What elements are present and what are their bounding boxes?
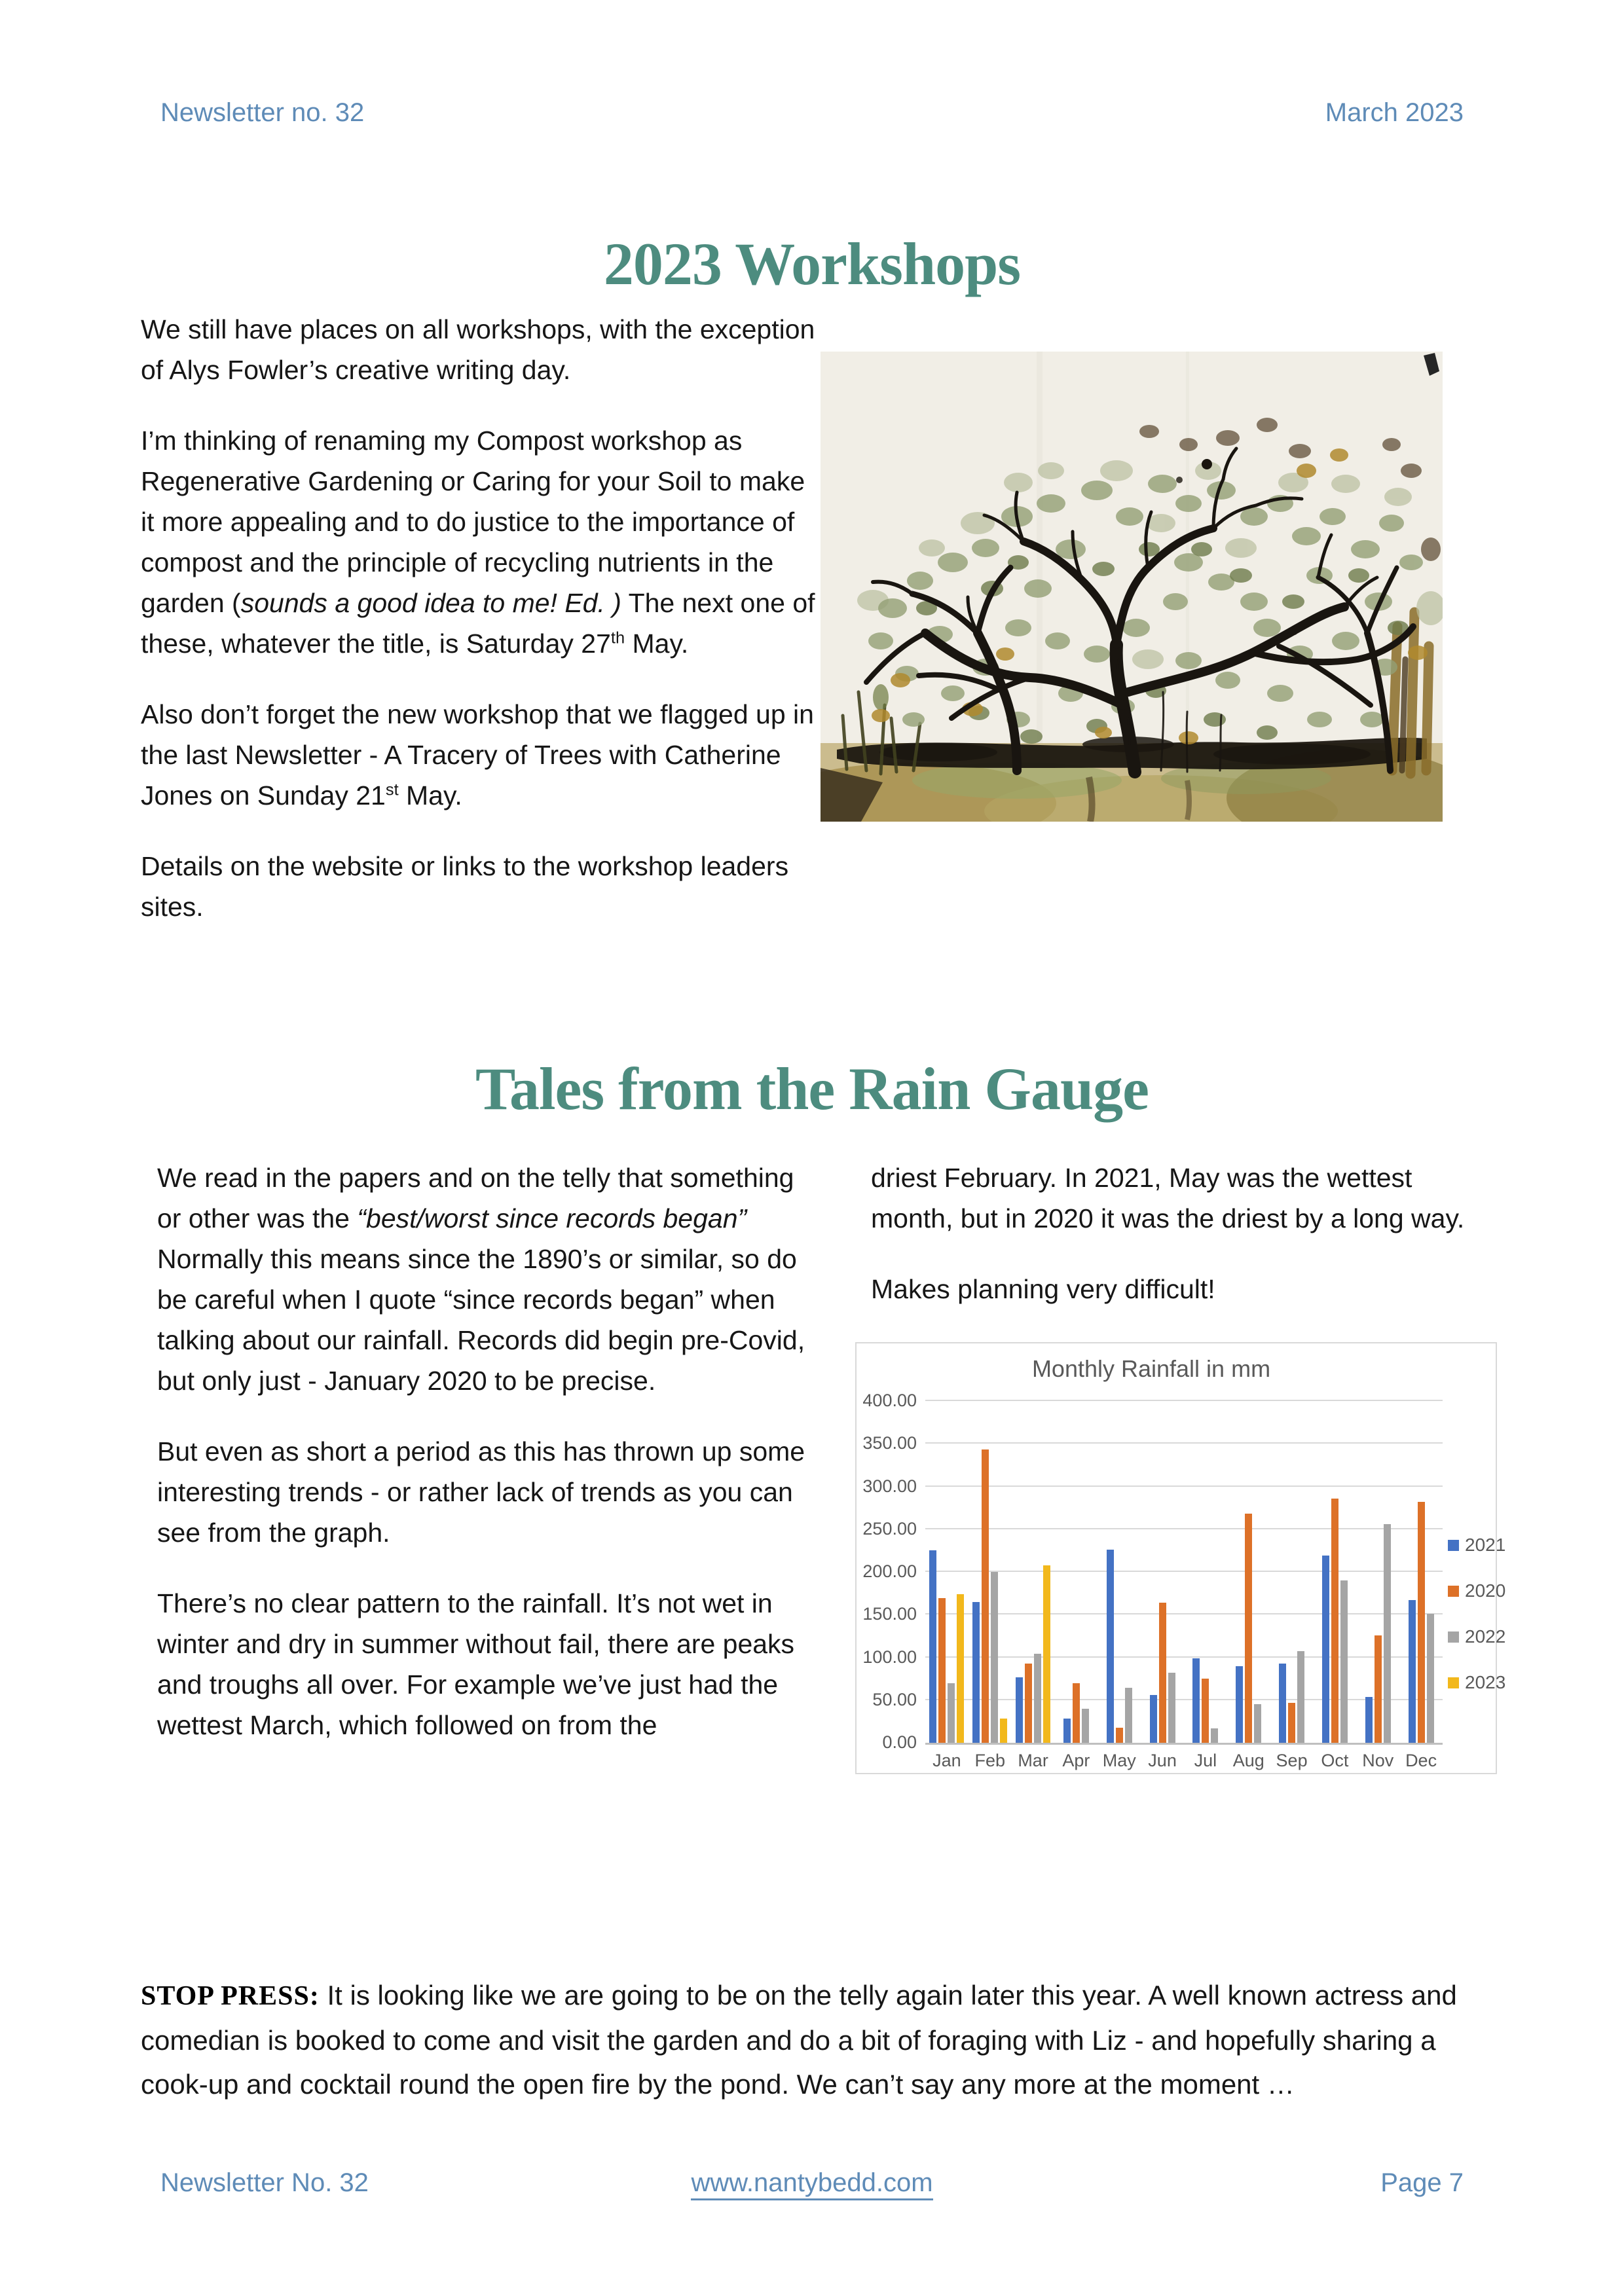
bar-2021-may <box>1107 1550 1114 1743</box>
bar-2022-jan <box>948 1683 955 1743</box>
bar-2020-oct <box>1331 1499 1338 1743</box>
y-tick-label: 200.00 <box>862 1561 917 1581</box>
bar-group-jun <box>1141 1401 1184 1743</box>
rain-paragraph-5: Makes planning very difficult! <box>871 1274 1215 1304</box>
y-tick-label: 50.00 <box>872 1689 917 1709</box>
stop-press-paragraph <box>141 1973 1496 2106</box>
workshops-paragraph-4: Details on the website or links to the workshop leaders sites. <box>141 851 789 922</box>
quote-italic: “best/worst since records began” <box>357 1203 747 1233</box>
header-date: March 2023 <box>1325 98 1464 127</box>
legend-swatch-2020 <box>1448 1586 1459 1597</box>
stop-press-label: STOP PRESS: <box>141 1981 320 2011</box>
rain-left-column <box>157 1157 825 1776</box>
workshops-paragraph-1: We still have places on all workshops, with the exception of Alys Fowler’s creative writing day. <box>141 314 815 385</box>
legend-item-2023 <box>1448 1672 1505 1693</box>
y-tick-label: 250.00 <box>862 1518 917 1539</box>
website-link[interactable]: www.nantybedd.com <box>691 2168 932 2200</box>
legend-item-2021 <box>1448 1535 1505 1556</box>
bar-2021-dec <box>1409 1600 1416 1743</box>
legend-label-2023: 2023 <box>1465 1672 1506 1692</box>
bar-group-apr <box>1055 1401 1098 1743</box>
bar-2023-jan <box>957 1594 964 1743</box>
workshops-paragraph-2 <box>141 420 825 664</box>
bar-2022-may <box>1125 1688 1132 1743</box>
bar-2020-feb <box>982 1449 989 1743</box>
x-tick-label-jun: Jun <box>1148 1751 1177 1770</box>
bar-group-sep <box>1270 1401 1314 1743</box>
bar-group-oct <box>1314 1401 1357 1743</box>
bar-2021-apr <box>1063 1719 1071 1743</box>
bar-2021-jun <box>1150 1695 1157 1743</box>
rain-section-title: Tales from the Rain Gauge <box>475 1055 1149 1122</box>
paragraph-text: The next one of these, whatever the title, is Saturday 27 <box>141 588 815 659</box>
legend-item-2020 <box>1448 1580 1505 1601</box>
bar-group-jan <box>925 1401 969 1743</box>
bar-2022-dec <box>1427 1614 1434 1743</box>
paragraph-text: May. <box>625 629 689 659</box>
bar-2022-jul <box>1211 1728 1218 1743</box>
y-tick-label: 300.00 <box>862 1476 917 1496</box>
tree-watercolour-image <box>821 352 1443 822</box>
bar-2022-mar <box>1034 1654 1041 1743</box>
bar-2020-aug <box>1245 1514 1252 1743</box>
paragraph-text: Also don’t forget the new workshop that we flagged up in the last Newsletter - A Tracery of Trees with Catherine Jones on Sunday 21 <box>141 699 814 811</box>
legend-swatch-2023 <box>1448 1677 1459 1688</box>
y-tick-label: 400.00 <box>862 1391 917 1410</box>
bar-2020-may <box>1116 1728 1123 1743</box>
footer-newsletter-number: Newsletter No. 32 <box>160 2168 369 2197</box>
tree-watercolour-svg <box>821 352 1443 822</box>
footer-page-number: Page 7 <box>1380 2168 1464 2197</box>
bar-2021-feb <box>972 1602 980 1743</box>
y-tick-label: 150.00 <box>862 1604 917 1624</box>
header-newsletter-number: Newsletter no. 32 <box>160 98 365 127</box>
x-tick-label-oct: Oct <box>1321 1751 1349 1770</box>
ordinal-superscript: st <box>385 780 399 799</box>
monthly-rainfall-chart <box>855 1342 1506 1774</box>
x-tick-label-sep: Sep <box>1276 1751 1308 1770</box>
bar-2020-jun <box>1159 1603 1166 1743</box>
chart-legend <box>1448 1535 1505 1718</box>
bar-2020-jan <box>938 1598 946 1743</box>
legend-item-2022 <box>1448 1626 1505 1647</box>
bar-2021-jan <box>929 1550 936 1743</box>
bar-2021-mar <box>1016 1677 1023 1743</box>
bar-2020-sep <box>1288 1703 1295 1743</box>
bar-group-jul <box>1184 1401 1227 1743</box>
bar-2020-apr <box>1073 1683 1080 1743</box>
bar-2022-feb <box>991 1572 998 1743</box>
rain-paragraph-1 <box>157 1157 825 1401</box>
paragraph-text: May. <box>398 780 462 811</box>
bar-2020-jul <box>1202 1679 1209 1743</box>
bar-2021-oct <box>1322 1556 1329 1743</box>
y-tick-label: 350.00 <box>862 1433 917 1453</box>
bar-group-dec <box>1399 1401 1443 1743</box>
legend-label-2022: 2022 <box>1465 1626 1506 1647</box>
bar-group-mar <box>1012 1401 1055 1743</box>
rain-paragraph-2: But even as short a period as this has thrown up some interesting trends - or rather lack of trends as you can see from the graph. <box>157 1436 805 1548</box>
x-tick-label-jul: Jul <box>1194 1751 1217 1770</box>
bar-2020-nov <box>1375 1635 1382 1743</box>
chart-title: Monthly Rainfall in mm <box>1031 1355 1271 1382</box>
y-tick-label: 100.00 <box>862 1647 917 1667</box>
bar-group-nov <box>1356 1401 1399 1743</box>
bar-2021-jul <box>1192 1658 1200 1743</box>
x-tick-label-feb: Feb <box>974 1751 1005 1770</box>
editor-aside-italic: sounds a good idea to me! Ed. ) <box>240 588 621 618</box>
rain-right-column <box>871 1157 1493 1339</box>
bar-2022-jun <box>1168 1673 1175 1743</box>
bar-2022-aug <box>1254 1704 1261 1743</box>
paragraph-text: I’m thinking of renaming my Compost workshop as Regenerative Gardening or Caring for your Soil to make it more appealing and to do justice to the importance of compost and the principle of recycling nutrients in the garden ( <box>141 426 805 618</box>
x-tick-label-apr: Apr <box>1062 1751 1090 1770</box>
x-tick-label-may: May <box>1102 1751 1136 1770</box>
bar-2022-nov <box>1384 1524 1391 1743</box>
legend-swatch-2022 <box>1448 1631 1459 1643</box>
bar-2020-dec <box>1418 1502 1425 1743</box>
x-tick-label-jan: Jan <box>932 1751 961 1770</box>
x-tick-label-aug: Aug <box>1232 1751 1264 1770</box>
bar-group-aug <box>1227 1401 1270 1743</box>
legend-label-2020: 2020 <box>1465 1580 1506 1601</box>
x-tick-label-nov: Nov <box>1362 1751 1394 1770</box>
x-tick-label-mar: Mar <box>1018 1751 1048 1770</box>
bar-2021-sep <box>1279 1664 1286 1743</box>
workshops-section-title: 2023 Workshops <box>603 230 1021 297</box>
paragraph-text: We read in the papers and on the telly that something or other was the <box>157 1163 794 1233</box>
bar-group-feb <box>969 1401 1012 1743</box>
legend-swatch-2021 <box>1448 1540 1459 1551</box>
paragraph-text: Normally this means since the 1890’s or similar, so do be careful when I quote “since records began” when talking about our rainfall. Records did begin pre-Covid, but only just - January 2020 to be precise. <box>157 1244 805 1396</box>
bar-2021-aug <box>1236 1666 1243 1743</box>
bar-2022-apr <box>1082 1709 1089 1743</box>
workshops-text-column <box>141 309 825 957</box>
ordinal-superscript: th <box>610 629 625 647</box>
paragraph-text: It is looking like we are going to be on the telly again later this year. A well known actress and comedian is booked to come and visit the garden and do a bit of foraging with Liz - and hopefully sharing a cook-up and cocktail round the open fire by the pond. We can’t say any more at the moment … <box>141 1980 1457 2100</box>
y-tick-label: 0.00 <box>882 1732 917 1752</box>
chart-plot-area <box>925 1401 1443 1745</box>
bar-2022-oct <box>1340 1580 1348 1743</box>
bar-2022-sep <box>1297 1651 1304 1743</box>
bar-2021-nov <box>1365 1697 1373 1743</box>
bar-2023-feb <box>1000 1719 1007 1743</box>
bar-2020-mar <box>1025 1664 1032 1743</box>
rain-paragraph-3: There’s no clear pattern to the rainfall. It’s not wet in winter and dry in summer without fail, there are peaks and troughs all over. For example we’ve just had the wettest March, which followed on from the <box>157 1588 795 1740</box>
legend-label-2021: 2021 <box>1465 1535 1506 1555</box>
x-tick-label-dec: Dec <box>1405 1751 1437 1770</box>
bar-group-may <box>1098 1401 1141 1743</box>
bar-2023-mar <box>1043 1565 1050 1743</box>
workshops-paragraph-3 <box>141 694 825 816</box>
rain-paragraph-4: driest February. In 2021, May was the wettest month, but in 2020 it was the driest by a long way. <box>871 1163 1465 1233</box>
